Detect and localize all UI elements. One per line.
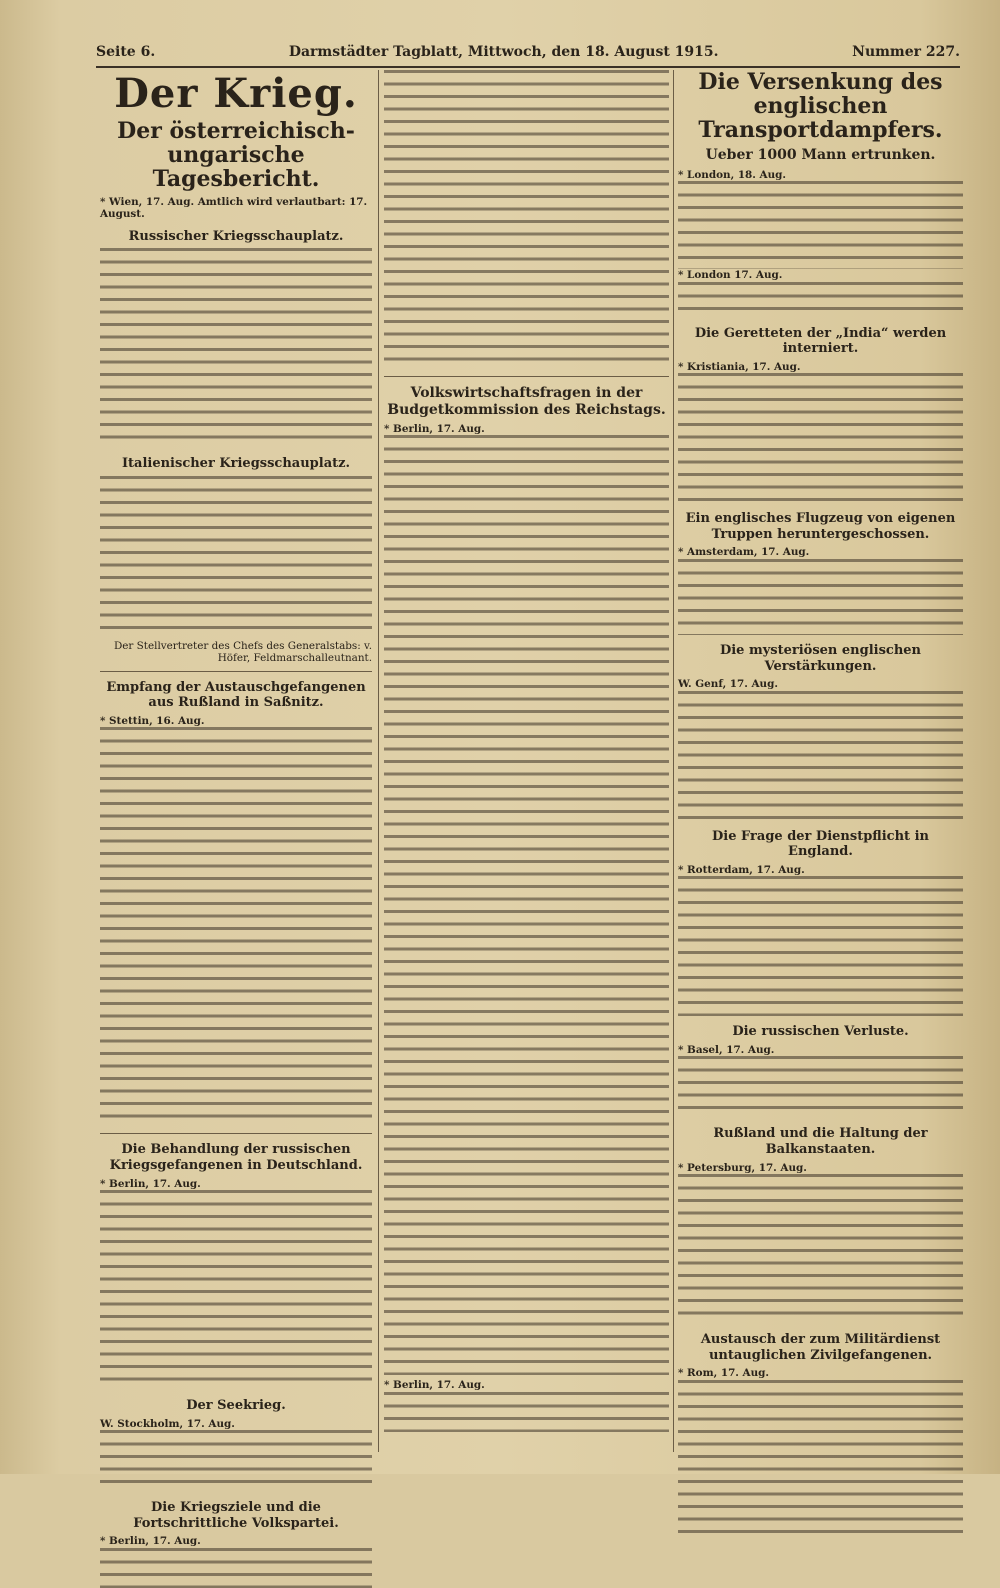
divider [100, 671, 372, 672]
body-text-block [678, 559, 963, 635]
article-headline: Austausch der zum Militärdienst untauglichen Zivilgefangenen. [700, 1332, 941, 1363]
body-text-block [100, 1430, 372, 1492]
dateline: * Petersburg, 17. Aug. [678, 1161, 807, 1174]
dateline: W. Stockholm, 17. Aug. [100, 1417, 235, 1430]
article-headline: Ein englisches Flugzeug von eigenen Truppen heruntergeschossen. [685, 511, 956, 542]
article-headline: Die Geretteten der „India“ werden interniert. [694, 325, 947, 357]
body-text-block [100, 1548, 372, 1588]
body-text-block [678, 181, 963, 269]
article-subhead: Italienischer Kriegsschauplatz. [121, 456, 351, 472]
article-headline: Die Frage der Dienstpflicht in England. [712, 828, 929, 860]
article-headline: Die Kriegsziele und die Fortschrittliche Volkspartei. [133, 1500, 339, 1531]
issue-number: Nummer 227. [852, 44, 960, 60]
column-1 [100, 68, 372, 1548]
divider [384, 376, 669, 377]
body-text-block [678, 282, 963, 318]
dateline: * Rotterdam, 17. Aug. [678, 863, 805, 876]
page-label: Seite 6. [96, 44, 156, 60]
article-subhead: Ueber 1000 Mann ertrunken. [705, 146, 936, 163]
article-subhead: Russischer Kriegsschauplatz. [128, 228, 344, 244]
body-text-block [678, 691, 963, 821]
dateline: * Berlin, 17. Aug. [384, 1379, 485, 1392]
dateline: * Kristiania, 17. Aug. [678, 360, 801, 373]
dateline: * Berlin, 17. Aug. [100, 1177, 201, 1190]
signature: Der Stellvertreter des Chefs des Generalstabs: v. Höfer, Feldmarschalleutnant. [113, 639, 372, 665]
article-headline: Empfang der Austauschgefangenen aus Rußland in Saßnitz. [106, 679, 366, 711]
dateline: * Basel, 17. Aug. [678, 1043, 775, 1056]
article-headline: Die Behandlung der russischen Kriegsgefangenen in Deutschland. [109, 1142, 363, 1174]
body-text-block [100, 727, 372, 1127]
article-headline: Die mysteriösen englischen Verstärkungen. [719, 642, 922, 674]
column-2 [384, 68, 669, 1454]
dateline: * London, 18. Aug. [678, 168, 787, 181]
dateline: * Amsterdam, 17. Aug. [678, 546, 810, 559]
column-rule [378, 70, 379, 1452]
article-headline: Volkswirtschaftsfragen in der Budgetkommission des Reichstags. [387, 385, 666, 418]
column-3 [678, 68, 963, 1454]
article-headline: Die russischen Verluste. [732, 1024, 909, 1040]
article-headline: Rußland und die Haltung der Balkanstaaten. [713, 1126, 928, 1157]
body-text-block [384, 1392, 669, 1432]
divider [100, 1133, 372, 1134]
body-text-block [678, 1056, 963, 1118]
article-headline: Der Seekrieg. [186, 1398, 286, 1414]
dateline: * Wien, 17. Aug. Amtlich wird verlautbart: 17. August. [100, 195, 368, 221]
body-text-block [384, 70, 669, 370]
masthead-title: Darmstädter Tagblatt, Mittwoch, den 18. August 1915. [288, 44, 719, 60]
section-title: Der Krieg. [114, 70, 358, 117]
body-text-block [100, 476, 372, 636]
body-text-block [678, 373, 963, 503]
dateline: * Rom, 17. Aug. [678, 1367, 770, 1380]
column-rule [673, 70, 674, 1452]
dateline: * Stettin, 16. Aug. [100, 714, 205, 727]
dateline: * London 17. Aug. [678, 269, 783, 282]
article-headline: Die Versenkung des englischen Transportdampfers. [698, 69, 943, 144]
body-text-block [678, 1380, 963, 1540]
body-text-block [678, 1174, 963, 1324]
body-text-block [100, 1190, 372, 1390]
body-text-block [678, 876, 963, 1016]
dateline: W. Genf, 17. Aug. [678, 678, 778, 691]
body-text-block [384, 435, 669, 1375]
body-text-block [100, 248, 372, 448]
dateline: * Berlin, 17. Aug. [384, 422, 485, 435]
article-headline: Der österreichisch-ungarische Tagesbericht. [117, 118, 355, 193]
masthead [96, 44, 960, 64]
dateline: * Berlin, 17. Aug. [100, 1535, 201, 1548]
